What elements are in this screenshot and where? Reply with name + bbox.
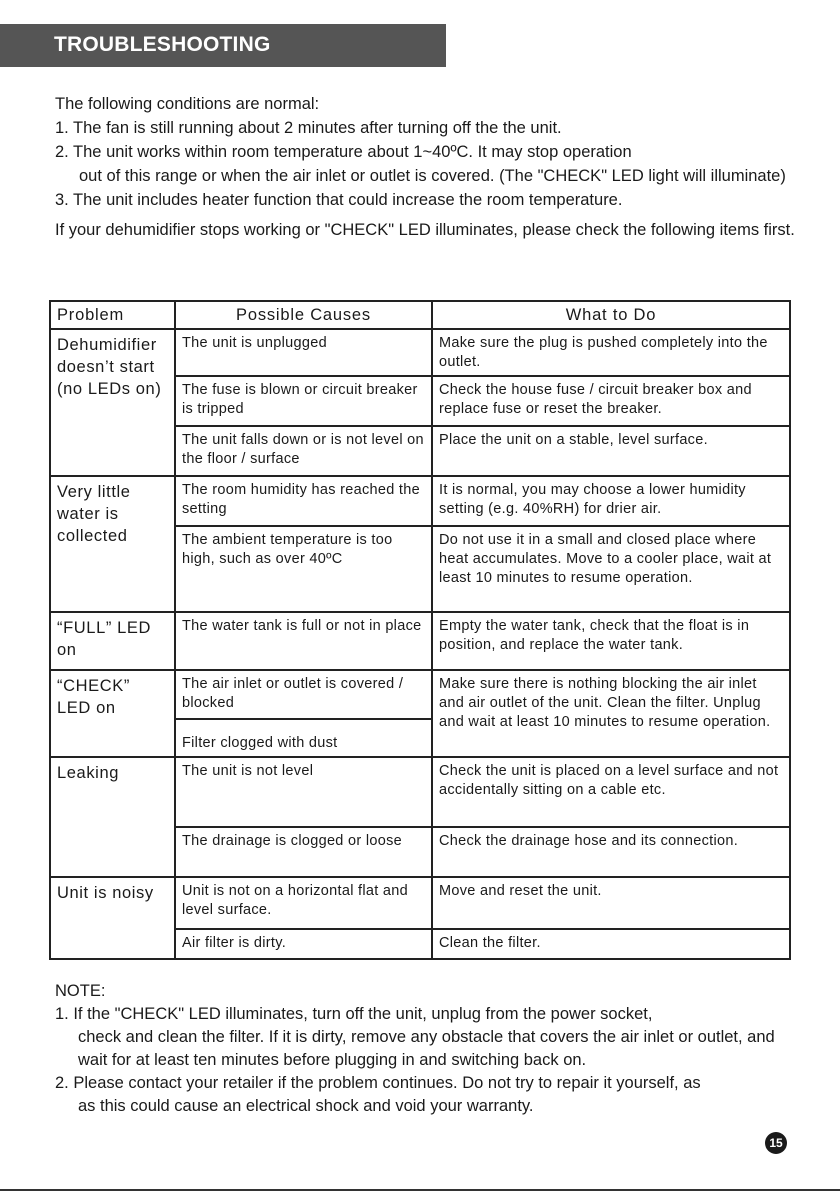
intro-item bbox=[55, 140, 795, 188]
note-section bbox=[55, 980, 795, 1118]
note-item bbox=[55, 1003, 795, 1072]
table-row bbox=[50, 476, 790, 526]
action-cell: Move and reset the unit. bbox=[432, 877, 790, 929]
problem-cell: Very little water is collected bbox=[50, 476, 175, 612]
note-item-continuation: check and clean the filter. If it is dirty, remove any obstacle that covers the air inlet or outlet, and wait for at least ten minutes before plugging in and switching back on. bbox=[78, 1028, 775, 1069]
note-title: NOTE: bbox=[55, 982, 106, 1000]
note-item-text: 1. If the "CHECK" LED illuminates, turn off the unit, unplug from the power socket, bbox=[55, 1005, 653, 1023]
cause-cell: The ambient temperature is too high, such as over 40ºC bbox=[175, 526, 432, 612]
cause-cell: The air inlet or outlet is covered / blocked bbox=[175, 670, 432, 719]
intro-section bbox=[55, 92, 795, 242]
action-cell: Clean the filter. bbox=[432, 929, 790, 959]
intro-item-text: 2. The unit works within room temperature about 1~40ºC. It may stop operation bbox=[55, 143, 632, 161]
table-row bbox=[50, 670, 790, 719]
column-header-action: What to Do bbox=[432, 301, 790, 329]
action-cell: Check the drainage hose and its connection. bbox=[432, 827, 790, 877]
cause-cell: The unit is not level bbox=[175, 757, 432, 827]
table-row bbox=[50, 612, 790, 670]
intro-item bbox=[55, 116, 795, 140]
bottom-divider bbox=[0, 1189, 840, 1191]
intro-paragraph: If your dehumidifier stops working or "CHECK" LED illuminates, please check the following items first. bbox=[55, 221, 795, 239]
cause-cell: The drainage is clogged or loose bbox=[175, 827, 432, 877]
cause-cell: The water tank is full or not in place bbox=[175, 612, 432, 670]
action-cell: It is normal, you may choose a lower humidity setting (e.g. 40%RH) for drier air. bbox=[432, 476, 790, 526]
section-header bbox=[0, 24, 446, 67]
note-item-continuation: as this could cause an electrical shock and void your warranty. bbox=[78, 1097, 534, 1115]
cause-cell: The fuse is blown or circuit breaker is tripped bbox=[175, 376, 432, 426]
cause-cell: Unit is not on a horizontal flat and level surface. bbox=[175, 877, 432, 929]
page-number-badge: 15 bbox=[765, 1132, 787, 1154]
table-row bbox=[50, 877, 790, 929]
intro-item-continuation: out of this range or when the air inlet or outlet is covered. (The "CHECK" LED light will illuminate) bbox=[79, 167, 786, 185]
problem-cell: Leaking bbox=[50, 757, 175, 877]
problem-cell: “FULL” LED on bbox=[50, 612, 175, 670]
problem-cell: Dehumidifier doesn’t start (no LEDs on) bbox=[50, 329, 175, 476]
action-cell: Place the unit on a stable, level surface. bbox=[432, 426, 790, 476]
table-row bbox=[50, 329, 790, 376]
action-cell: Do not use it in a small and closed place where heat accumulates. Move to a cooler place, wait at least 10 minutes to resume operation. bbox=[432, 526, 790, 612]
section-title: TROUBLESHOOTING bbox=[54, 33, 271, 56]
cause-cell: The unit falls down or is not level on the floor / surface bbox=[175, 426, 432, 476]
note-item bbox=[55, 1072, 795, 1118]
action-cell: Make sure the plug is pushed completely into the outlet. bbox=[432, 329, 790, 376]
cause-cell: Air filter is dirty. bbox=[175, 929, 432, 959]
column-header-problem: Problem bbox=[50, 301, 175, 329]
column-header-causes: Possible Causes bbox=[175, 301, 432, 329]
action-cell: Check the house fuse / circuit breaker box and replace fuse or reset the breaker. bbox=[432, 376, 790, 426]
cause-cell: Filter clogged with dust bbox=[175, 719, 432, 757]
intro-item bbox=[55, 188, 795, 212]
troubleshooting-table bbox=[49, 300, 791, 960]
action-cell: Make sure there is nothing blocking the air inlet and air outlet of the unit. Clean the filter. Unplug and wait at least 10 minutes to resume operation. bbox=[432, 670, 790, 757]
action-cell: Check the unit is placed on a level surface and not accidentally sitting on a cable etc. bbox=[432, 757, 790, 827]
intro-item-text: 3. The unit includes heater function that could increase the room temperature. bbox=[55, 191, 623, 209]
problem-cell: Unit is noisy bbox=[50, 877, 175, 959]
problem-cell: “CHECK” LED on bbox=[50, 670, 175, 757]
cause-cell: The unit is unplugged bbox=[175, 329, 432, 376]
note-item-text: 2. Please contact your retailer if the problem continues. Do not try to repair it yourself, as bbox=[55, 1074, 701, 1092]
table-header-row bbox=[50, 301, 790, 329]
action-cell: Empty the water tank, check that the float is in position, and replace the water tank. bbox=[432, 612, 790, 670]
cause-cell: The room humidity has reached the setting bbox=[175, 476, 432, 526]
intro-item-text: 1. The fan is still running about 2 minutes after turning off the the unit. bbox=[55, 119, 562, 137]
table-row bbox=[50, 757, 790, 827]
intro-lead: The following conditions are normal: bbox=[55, 95, 320, 113]
